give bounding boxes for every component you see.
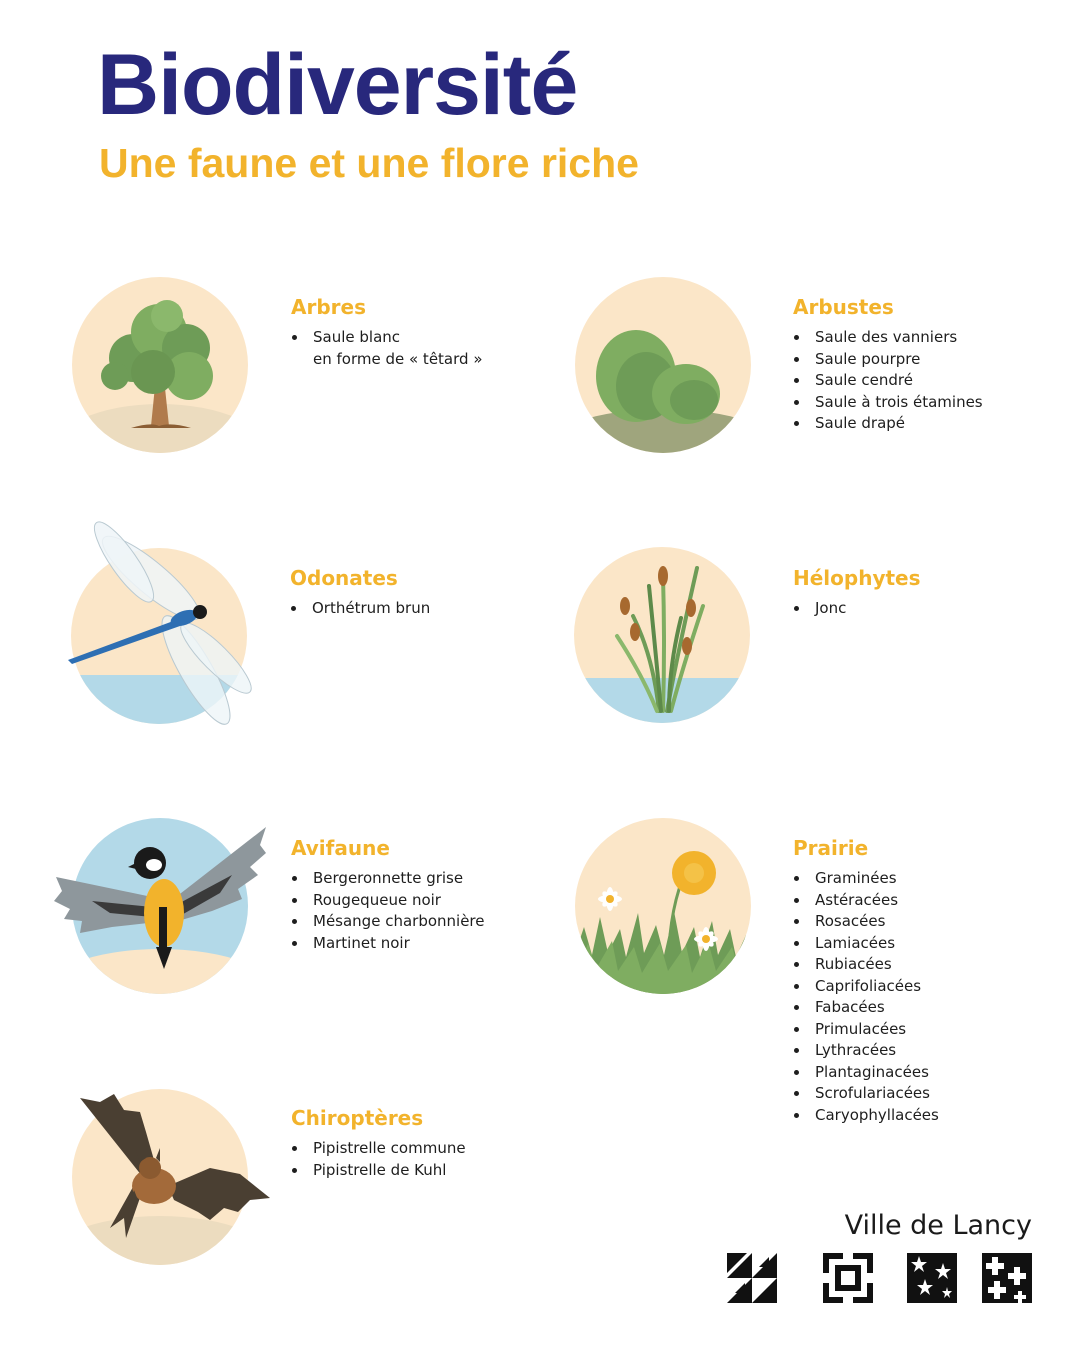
page-subtitle: Une faune et une flore riche: [99, 140, 639, 186]
list-item: Lamiacées: [793, 933, 939, 955]
list-item: Rosacées: [793, 911, 939, 933]
section-title-arbustes: Arbustes: [793, 295, 894, 319]
bat-icon: [70, 1088, 272, 1266]
logo-triangles-icon: [727, 1253, 777, 1303]
logo-stars-icon: [907, 1253, 957, 1303]
list-item: Fabacées: [793, 997, 939, 1019]
list-item: Graminées: [793, 868, 939, 890]
list-item: Primulacées: [793, 1019, 939, 1041]
list-item: Pipistrelle commune: [291, 1138, 466, 1160]
tree-icon: [71, 276, 249, 454]
list-avifaune: [291, 868, 485, 954]
list-item: Mésange charbonnière: [291, 911, 485, 933]
list-item: Saule à trois étamines: [793, 392, 983, 414]
list-item: Scrofulariacées: [793, 1083, 939, 1105]
list-item: Rougequeue noir: [291, 890, 485, 912]
list-item: Rubiacées: [793, 954, 939, 976]
section-title-arbres: Arbres: [291, 295, 366, 319]
page-title: Biodiversité: [97, 37, 578, 133]
list-item: Saule des vanniers: [793, 327, 983, 349]
list-arbres: [291, 327, 483, 370]
list-item: Saule blanc en forme de « têtard »: [291, 327, 483, 370]
list-odonates: [290, 598, 430, 620]
logo-crosses-icon: [982, 1253, 1032, 1303]
list-item: Martinet noir: [291, 933, 485, 955]
list-item: Lythracées: [793, 1040, 939, 1062]
list-item: Pipistrelle de Kuhl: [291, 1160, 466, 1182]
list-item: Jonc: [793, 598, 846, 620]
dragonfly-icon: [66, 540, 252, 732]
list-item: Bergeronnette grise: [291, 868, 485, 890]
list-item: Orthétrum brun: [290, 598, 430, 620]
shrub-icon: [574, 276, 752, 454]
logo-squares-icon: [823, 1253, 873, 1303]
list-item: Saule cendré: [793, 370, 983, 392]
list-chiropteres: [291, 1138, 466, 1181]
list-item: Saule drapé: [793, 413, 983, 435]
list-helophytes: [793, 598, 846, 620]
section-title-odonates: Odonates: [290, 566, 398, 590]
meadow-icon: [574, 817, 752, 995]
list-item: Saule pourpre: [793, 349, 983, 371]
brand-name: Ville de Lancy: [844, 1210, 1032, 1241]
list-arbustes: [793, 327, 983, 435]
section-title-avifaune: Avifaune: [291, 836, 390, 860]
list-item: Astéracées: [793, 890, 939, 912]
reed-icon: [573, 546, 751, 724]
list-item: Caryophyllacées: [793, 1105, 939, 1127]
section-title-prairie: Prairie: [793, 836, 869, 860]
section-title-chiropteres: Chiroptères: [291, 1106, 424, 1130]
bird-icon: [52, 817, 268, 995]
list-item: Caprifoliacées: [793, 976, 939, 998]
list-prairie: [793, 868, 939, 1126]
list-item: Plantaginacées: [793, 1062, 939, 1084]
section-title-helophytes: Hélophytes: [793, 566, 921, 590]
